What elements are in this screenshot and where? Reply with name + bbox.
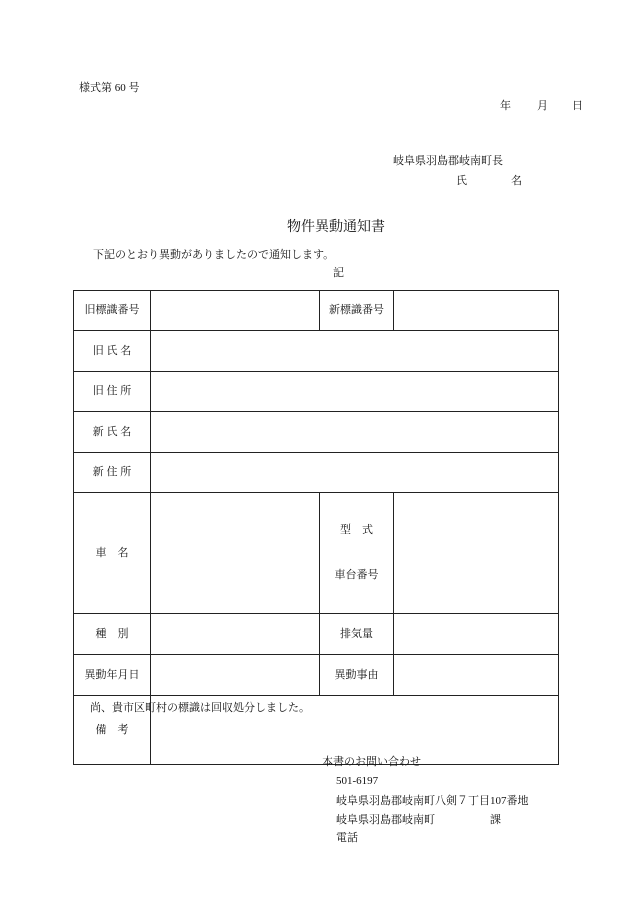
model-chassis-value (394, 493, 559, 614)
table-row (74, 331, 559, 372)
new-address-label: 新 住 所 (74, 453, 151, 493)
date-month-label: 月 (537, 100, 548, 112)
type-label: 種 別 (74, 614, 151, 655)
chassis-number-label: 車台番号 (334, 569, 379, 581)
notification-table (73, 290, 559, 765)
contact-address: 岐阜県羽島郡岐南町八剣７丁目107番地 (336, 795, 529, 807)
old-name-value (151, 331, 559, 372)
new-address-value (151, 453, 559, 493)
old-plate-number-value (151, 291, 320, 331)
ki-label: 記 (333, 267, 344, 279)
old-address-value (151, 372, 559, 412)
date-day-label: 日 (572, 100, 583, 112)
old-name-label: 旧 氏 名 (74, 331, 151, 372)
displacement-value (394, 614, 559, 655)
table-row (74, 614, 559, 655)
vehicle-name-label: 車 名 (74, 493, 151, 614)
table-row (74, 453, 559, 493)
table-row (74, 493, 559, 614)
change-reason-label: 異動事由 (320, 655, 394, 696)
contact-postal-code: 501-6197 (336, 775, 379, 787)
type-value (151, 614, 320, 655)
change-date-value (151, 655, 320, 696)
form-number: 様式第 60 号 (79, 82, 140, 94)
vehicle-name-value (151, 493, 320, 614)
new-name-value (151, 412, 559, 453)
new-plate-number-value (394, 291, 559, 331)
table-row (74, 412, 559, 453)
change-date-label: 異動年月日 (74, 655, 151, 696)
date-year-label: 年 (500, 100, 511, 112)
new-name-label: 新 氏 名 (74, 412, 151, 453)
contact-heading: 本書のお問い合わせ (322, 756, 421, 768)
remarks-label: 備 考 (74, 696, 151, 765)
table-row (74, 655, 559, 696)
model-chassis-label (320, 493, 394, 614)
contact-department: 岐阜県羽島郡岐南町 課 (336, 814, 501, 826)
new-plate-number-label: 新標識番号 (320, 291, 394, 331)
table-row (74, 291, 559, 331)
table-row (74, 372, 559, 412)
model-label: 型 式 (340, 524, 373, 536)
change-reason-value (394, 655, 559, 696)
contact-phone-label: 電話 (336, 832, 358, 844)
old-address-label: 旧 住 所 (74, 372, 151, 412)
old-plate-number-label: 旧標識番号 (74, 291, 151, 331)
displacement-label: 排気量 (320, 614, 394, 655)
note-text: 尚、貴市区町村の標識は回収処分しました。 (90, 702, 310, 714)
recipient-name-label: 氏 名 (456, 175, 522, 187)
recipient-title: 岐阜県羽島郡岐南町長 (393, 155, 503, 167)
intro-text: 下記のとおり異動がありましたので通知します。 (93, 249, 335, 261)
document-title: 物件異動通知書 (287, 220, 385, 235)
